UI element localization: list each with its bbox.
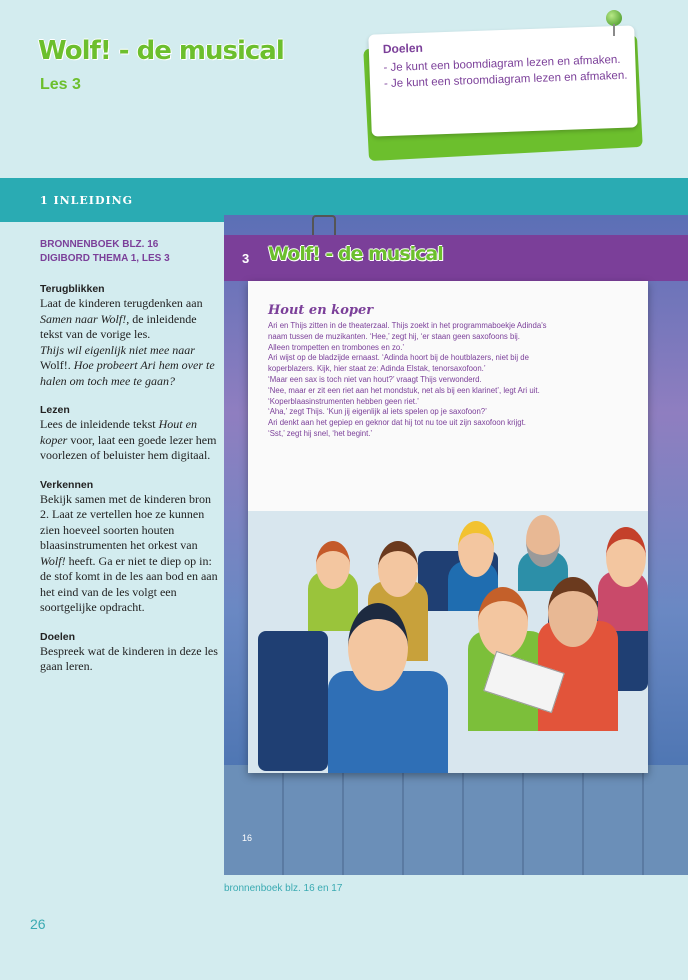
text-part: Wolf!. bbox=[40, 358, 74, 372]
page-number: 26 bbox=[30, 916, 46, 932]
goal-item: - Je kunt een stroomdiagram lezen en afmaken. bbox=[383, 69, 628, 91]
story-line: Ari wijst op de bladzijde ernaast. ‘Adinda hoort bij de houtblazers, niet bij de bbox=[268, 353, 529, 363]
story-line: ‘Aha,’ zegt Thijs. ‘Kun jij eigenlijk al iets spelen op je saxofoon?’ bbox=[268, 407, 487, 417]
theater-illustration bbox=[248, 511, 648, 773]
boy-head bbox=[478, 587, 528, 657]
source-page-number: 16 bbox=[242, 833, 253, 843]
person-head bbox=[458, 521, 494, 577]
text-italic: Samen naar Wolf! bbox=[40, 311, 127, 326]
source-caption: bronnenboek blz. 16 en 17 bbox=[224, 883, 343, 894]
story-text bbox=[268, 321, 640, 440]
text-part: Lees de inleidende tekst bbox=[40, 417, 159, 431]
person-head bbox=[526, 515, 560, 567]
wooden-floor bbox=[224, 765, 688, 875]
man-head bbox=[348, 603, 408, 691]
text-italic: Wolf! bbox=[40, 553, 66, 568]
goals-list bbox=[383, 52, 628, 92]
text-part: , de inleidende tekst van de vorige les. bbox=[40, 311, 197, 341]
text-italic: Thijs wil eigenlijk niet mee naar bbox=[40, 342, 195, 357]
source-page bbox=[224, 215, 688, 875]
source-number: 3 bbox=[242, 251, 250, 266]
teacher-notes bbox=[40, 238, 218, 675]
person-head bbox=[378, 541, 418, 597]
story-line: Ari en Thijs zitten in de theaterzaal. Thijs zoekt in het programmaboekje Adinda's bbox=[268, 321, 547, 330]
text-italic: Hoe probeert Ari hem over te halen om toch mee te gaan? bbox=[40, 358, 215, 388]
story-line: ‘Maar een sax is toch niet van hout?’ vraagt Thijs verwonderd. bbox=[268, 374, 482, 384]
story-line: Alleen trompetten en trombones en zo.’ bbox=[268, 342, 405, 352]
story-line: ‘Sst,’ zegt hij snel, ‘het begint.’ bbox=[268, 428, 373, 438]
goal-item: - Je kunt een boomdiagram lezen en afmaken. bbox=[383, 53, 621, 75]
text-part: heeft. Ga er niet te diep op in: de stof komt in de les aan bod en aan het eind van de les volgt een soortgelijke opdracht. bbox=[40, 553, 218, 614]
seat bbox=[258, 631, 328, 771]
story-paper bbox=[248, 281, 648, 773]
story-title: Hout en koper bbox=[268, 303, 374, 318]
story-line: ‘Nee, maar er zit een riet aan het mondstuk, net als bij een klarinet’, legt Ari uit. bbox=[268, 385, 540, 395]
story-line: ‘Koperblaasinstrumenten hebben geen riet.’ bbox=[268, 396, 419, 406]
heading-doelen: Doelen bbox=[40, 630, 76, 643]
source-title: Wolf! - de musical bbox=[268, 243, 443, 265]
reference-line: DIGIBORD THEMA 1, LES 3 bbox=[40, 253, 170, 264]
text-part: Bekijk samen met de kinderen bron 2. Laat ze vertellen hoe ze kunnen zien hoeveel soorten houten blaasinstrumenten het orkest van bbox=[40, 491, 211, 552]
story-line: Ari denkt aan het gepiep en geknor dat hij tot nu toe uit zijn saxofoon krijgt. bbox=[268, 418, 526, 428]
heading-terugblikken: Terugblikken bbox=[40, 283, 105, 295]
story-line: koperblazers. Kijk, hier staat ze: Adinda Elstak, tenorsaxofoon.’ bbox=[268, 364, 486, 374]
text-doelen: Bespreek wat de kinderen in deze les gaan leren. bbox=[40, 643, 218, 673]
pin-stem bbox=[613, 24, 615, 36]
text-verkennen bbox=[40, 492, 218, 616]
boy-head bbox=[548, 577, 598, 647]
text-lezen bbox=[40, 417, 218, 464]
section-title: 1 INLEIDING bbox=[40, 194, 134, 207]
text-terugblikken bbox=[40, 296, 218, 389]
story-line: naam tussen de muzikanten. ‘Hee,’ zegt hij, ‘er staan geen saxofoons bij. bbox=[268, 331, 520, 341]
heading-verkennen: Verkennen bbox=[40, 478, 94, 491]
goals-card bbox=[368, 25, 637, 136]
reference-line: BRONNENBOEK BLZ. 16 bbox=[40, 239, 159, 250]
page-title: Wolf! - de musical bbox=[38, 36, 284, 66]
person-head bbox=[316, 541, 350, 589]
goals-title: Doelen bbox=[382, 40, 424, 57]
text-part: Laat de kinderen terugdenken aan bbox=[40, 296, 203, 310]
person-head bbox=[606, 527, 646, 587]
text-italic: Hout en koper bbox=[40, 417, 197, 447]
heading-lezen: Lezen bbox=[40, 404, 70, 416]
text-part: voor, laat een goede lezer hem voorlezen of beluister hem digitaal. bbox=[40, 432, 217, 462]
lesson-label: Les 3 bbox=[40, 76, 81, 93]
